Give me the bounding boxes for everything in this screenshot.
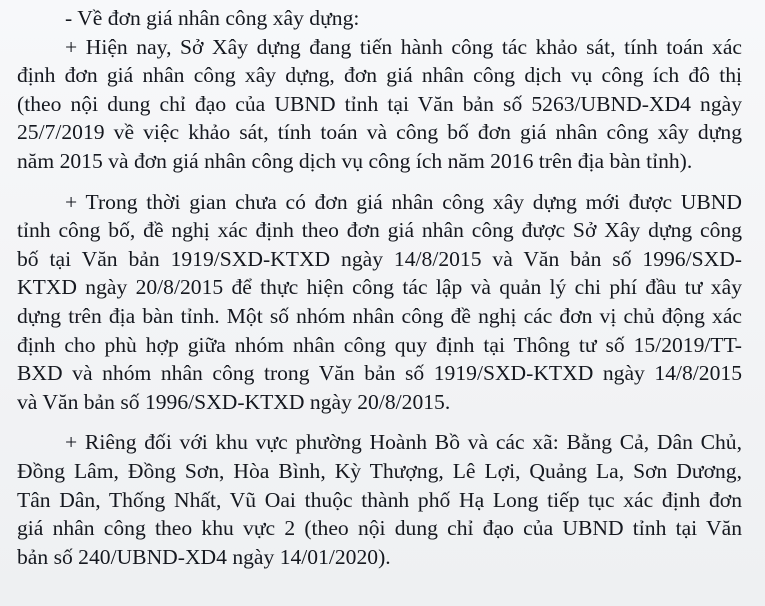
paragraph-line: + Riêng đối với khu vực phường Hoành Bồ và các xã: Bằng Cả, Dân Chủ, (65, 430, 742, 455)
paragraph-line: giá nhân công theo khu vực 2 (theo nội dung chỉ đạo của UBND tỉnh tại Văn (17, 516, 742, 541)
paragraph-line: năm 2015 và đơn giá nhân công dịch vụ công ích năm 2016 trên địa bàn tỉnh). (17, 148, 693, 173)
paragraph-line: Tân Dân, Thống Nhất, Vũ Oai thuộc thành phố Hạ Long tiếp tục xác định đơn (17, 487, 742, 512)
paragraph-line: + Trong thời gian chưa có đơn giá nhân công xây dựng mới được UBND (65, 189, 742, 214)
paragraph-line: (theo nội dung chỉ đạo của UBND tỉnh tại Văn bản số 5263/UBND-XD4 ngày (17, 91, 742, 116)
paragraph-line: BXD và nhóm nhân công trong Văn bản số 1919/SXD-KTXD ngày 14/8/2015 (17, 361, 742, 386)
paragraph-line: bố tại Văn bản 1919/SXD-KTXD ngày 14/8/2015 và Văn bản số 1996/SXD- (17, 246, 742, 271)
paragraph-line: tỉnh công bố, đề nghị xác định theo đơn giá nhân công được Sở Xây dựng công (17, 218, 742, 243)
paragraph-gap (17, 176, 757, 188)
paragraph-line: định đơn giá nhân công xây dựng, đơn giá nhân công dịch vụ công ích đô thị (17, 63, 742, 88)
paragraph-hoanh-bo-area (17, 428, 757, 571)
section-heading: - Về đơn giá nhân công xây dựng: (65, 6, 360, 30)
paragraph-interim-pricing (17, 188, 757, 417)
paragraph-line: Đồng Lâm, Đồng Sơn, Hòa Bình, Kỳ Thượng, Lê Lợi, Quảng La, Sơn Dương, (17, 458, 742, 483)
paragraph-line: và Văn bản số 1996/SXD-KTXD ngày 20/8/2015. (17, 389, 451, 414)
paragraph-line: dựng trên địa bàn tỉnh. Một số nhóm nhân công đề nghị các đơn vị chủ động xác (17, 303, 742, 328)
paragraph-line: 25/7/2019 về việc khảo sát, tính toán và công bố đơn giá nhân công xây dựng (17, 120, 742, 145)
paragraph-line: bản số 240/UBND-XD4 ngày 14/01/2020). (17, 544, 391, 569)
paragraph-labor-survey (17, 33, 757, 176)
paragraph-line: KTXD ngày 20/8/2015 để thực hiện công tác lập và quản lý chi phí đầu tư xây (17, 275, 742, 300)
paragraph-line: định cho phù hợp giữa nhóm nhân công quy định tại Thông tư số 15/2019/TT- (17, 332, 742, 357)
paragraph-line: + Hiện nay, Sở Xây dựng đang tiến hành công tác khảo sát, tính toán xác (65, 34, 742, 59)
paragraph-gap (17, 416, 757, 428)
